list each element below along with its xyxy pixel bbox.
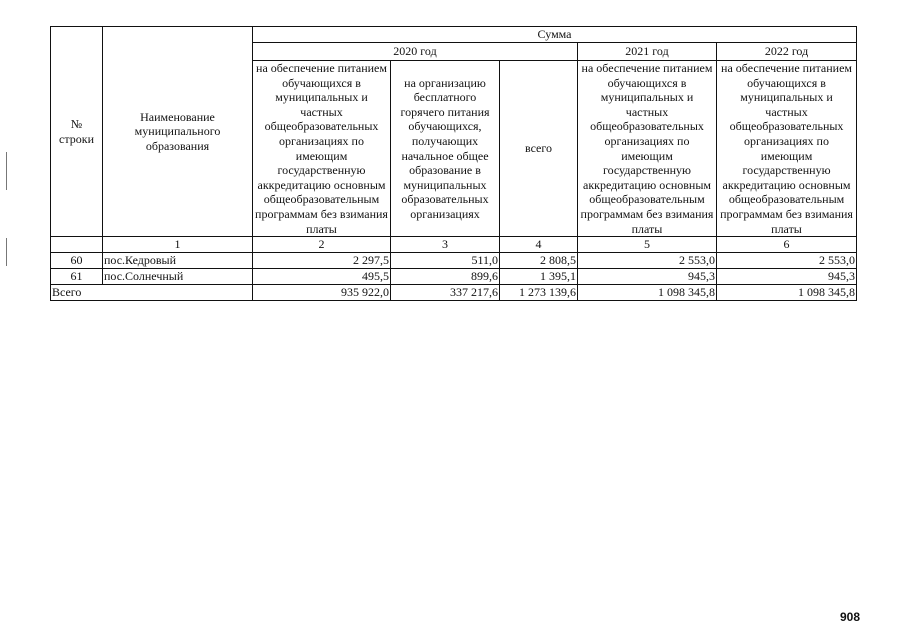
value-2020-total: 2 808,5 — [500, 252, 578, 268]
table-row — [51, 268, 857, 284]
value-2020-food: 495,5 — [253, 268, 391, 284]
value-2021: 945,3 — [578, 268, 717, 284]
row-number: 61 — [51, 268, 103, 284]
scan-edge-mark — [6, 238, 7, 266]
page-number: 908 — [840, 610, 861, 624]
column-number-blank — [51, 237, 103, 253]
column-number: 5 — [578, 237, 717, 253]
municipality-name: пос.Кедровый — [103, 252, 253, 268]
row-number: 60 — [51, 252, 103, 268]
value-2020-hot-meals: 511,0 — [391, 252, 500, 268]
value-2022: 2 553,0 — [717, 252, 857, 268]
total-2020-hot-meals: 337 217,6 — [391, 284, 500, 300]
column-number: 1 — [103, 237, 253, 253]
header-2020-food: на обеспечение питанием обучающихся в муниципальных и частных общеобразовательных организациях по имеющим государственную аккредитацию основным общеобразовательным программам без взимания платы — [253, 61, 391, 237]
value-2021: 2 553,0 — [578, 252, 717, 268]
total-2022: 1 098 345,8 — [717, 284, 857, 300]
column-number: 2 — [253, 237, 391, 253]
column-number: 4 — [500, 237, 578, 253]
header-year-2021: 2021 год — [578, 43, 717, 61]
header-year-2022: 2022 год — [717, 43, 857, 61]
header-2022-food: на обеспечение питанием обучающихся в муниципальных и частных общеобразовательных организациях по имеющим государственную аккредитацию основным общеобразовательным программам без взимания платы — [717, 61, 857, 237]
header-row-number: № строки — [51, 27, 103, 237]
header-sum: Сумма — [253, 27, 857, 43]
total-2021: 1 098 345,8 — [578, 284, 717, 300]
column-number-row — [51, 237, 857, 253]
header-year-2020: 2020 год — [253, 43, 578, 61]
column-number: 3 — [391, 237, 500, 253]
header-2021-food: на обеспечение питанием обучающихся в муниципальных и частных общеобразовательных организациях по имеющим государственную аккредитацию основным общеобразовательным программам без взимания платы — [578, 61, 717, 237]
value-2020-total: 1 395,1 — [500, 268, 578, 284]
table-row — [51, 252, 857, 268]
budget-table — [50, 26, 857, 301]
total-2020-total: 1 273 139,6 — [500, 284, 578, 300]
column-number: 6 — [717, 237, 857, 253]
value-2022: 945,3 — [717, 268, 857, 284]
value-2020-food: 2 297,5 — [253, 252, 391, 268]
header-municipality: Наименование муниципального образования — [103, 27, 253, 237]
total-row — [51, 284, 857, 300]
value-2020-hot-meals: 899,6 — [391, 268, 500, 284]
scan-edge-mark — [6, 152, 7, 190]
total-2020-food: 935 922,0 — [253, 284, 391, 300]
header-2020-hot-meals: на организацию бесплатного горячего питания обучающихся, получающих начальное общее образование в муниципальных образовательных организациях — [391, 61, 500, 237]
total-label: Всего — [51, 284, 253, 300]
municipality-name: пос.Солнечный — [103, 268, 253, 284]
header-2020-total: всего — [500, 61, 578, 237]
